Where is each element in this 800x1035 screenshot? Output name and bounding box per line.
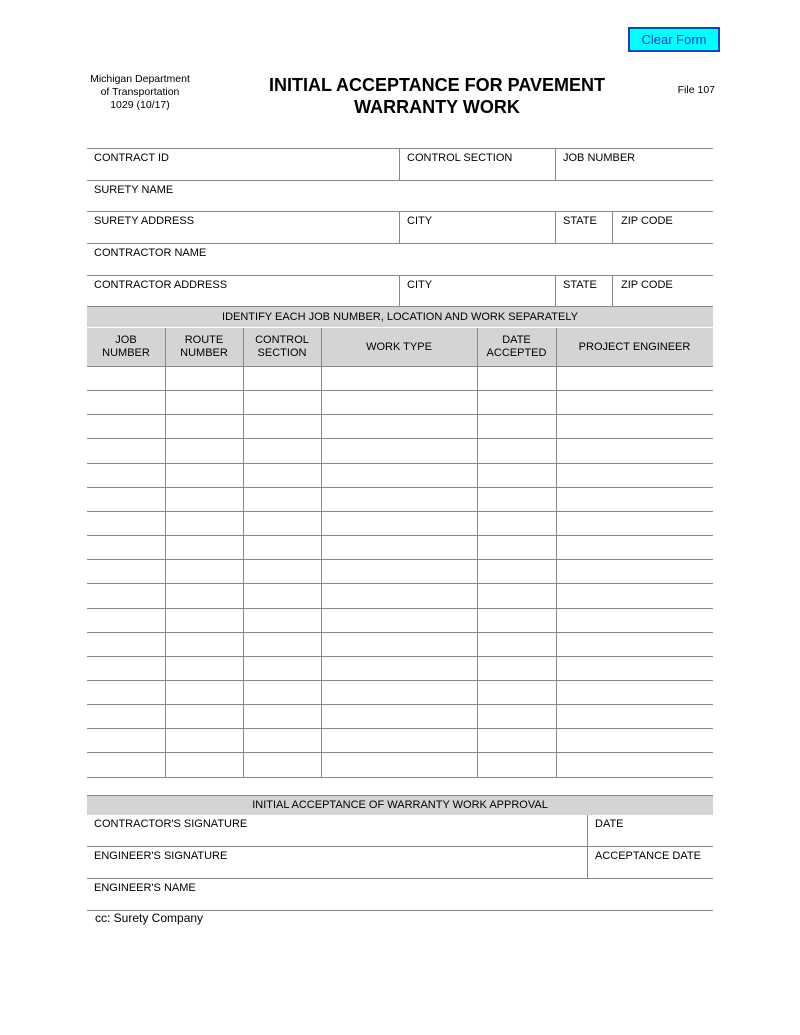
table-cell[interactable] bbox=[244, 705, 321, 728]
title-line2: WARRANTY WORK bbox=[354, 97, 520, 117]
table-cell[interactable] bbox=[244, 681, 321, 704]
table-cell[interactable] bbox=[557, 367, 713, 390]
table-cell[interactable] bbox=[244, 488, 321, 511]
engineer-signature-label: ENGINEER'S SIGNATURE bbox=[94, 850, 228, 862]
table-cell[interactable] bbox=[166, 560, 243, 583]
surety-address-label: SURETY ADDRESS bbox=[94, 215, 195, 227]
table-cell[interactable] bbox=[478, 729, 556, 752]
table-cell[interactable] bbox=[88, 657, 165, 680]
approval-banner: INITIAL ACCEPTANCE OF WARRANTY WORK APPROVAL bbox=[87, 796, 713, 815]
table-cell[interactable] bbox=[478, 705, 556, 728]
table-cell[interactable] bbox=[244, 633, 321, 656]
table-cell[interactable] bbox=[478, 536, 556, 559]
table-cell[interactable] bbox=[557, 657, 713, 680]
column-header-job-number: JOB NUMBER bbox=[102, 334, 150, 359]
table-cell[interactable] bbox=[166, 488, 243, 511]
table-cell[interactable] bbox=[88, 464, 165, 487]
table-cell[interactable] bbox=[244, 439, 321, 463]
table-cell[interactable] bbox=[322, 560, 477, 583]
table-cell[interactable] bbox=[88, 729, 165, 752]
table-cell[interactable] bbox=[166, 391, 243, 414]
table-cell[interactable] bbox=[322, 584, 477, 608]
column-header-date-accepted: DATE ACCEPTED bbox=[486, 334, 547, 359]
table-cell[interactable] bbox=[166, 633, 243, 656]
table-cell[interactable] bbox=[478, 609, 556, 632]
table-cell[interactable] bbox=[322, 512, 477, 535]
table-cell[interactable] bbox=[244, 729, 321, 752]
table-cell[interactable] bbox=[322, 464, 477, 487]
table-cell[interactable] bbox=[322, 657, 477, 680]
table-cell[interactable] bbox=[244, 391, 321, 414]
control-section-label: CONTROL SECTION bbox=[407, 152, 513, 164]
table-cell[interactable] bbox=[88, 633, 165, 656]
table-cell[interactable] bbox=[557, 729, 713, 752]
table-cell[interactable] bbox=[557, 464, 713, 487]
table-cell[interactable] bbox=[557, 488, 713, 511]
contractor-zip-label: ZIP CODE bbox=[621, 279, 673, 291]
table-cell[interactable] bbox=[244, 753, 321, 777]
table-cell[interactable] bbox=[478, 681, 556, 704]
table-cell[interactable] bbox=[88, 681, 165, 704]
table-cell[interactable] bbox=[244, 415, 321, 438]
contractor-name-label: CONTRACTOR NAME bbox=[94, 247, 207, 259]
column-header-control-section: CONTROL SECTION bbox=[255, 334, 309, 359]
table-cell[interactable] bbox=[244, 367, 321, 390]
table-cell[interactable] bbox=[322, 705, 477, 728]
table-cell[interactable] bbox=[478, 584, 556, 608]
table-cell[interactable] bbox=[88, 705, 165, 728]
surety-city-label: CITY bbox=[407, 215, 433, 227]
table-cell[interactable] bbox=[557, 753, 713, 777]
table-cell[interactable] bbox=[478, 464, 556, 487]
table-cell[interactable] bbox=[557, 512, 713, 535]
table-cell[interactable] bbox=[166, 657, 243, 680]
table-cell[interactable] bbox=[478, 560, 556, 583]
table-cell[interactable] bbox=[244, 657, 321, 680]
table-cell[interactable] bbox=[88, 488, 165, 511]
table-cell[interactable] bbox=[166, 367, 243, 390]
table-cell[interactable] bbox=[322, 391, 477, 414]
table-cell[interactable] bbox=[557, 584, 713, 608]
table-cell[interactable] bbox=[322, 439, 477, 463]
contract-id-label: CONTRACT ID bbox=[94, 152, 169, 164]
table-cell[interactable] bbox=[166, 536, 243, 559]
divider bbox=[87, 777, 713, 778]
table-cell[interactable] bbox=[478, 633, 556, 656]
table-cell[interactable] bbox=[88, 512, 165, 535]
column-header-work-type: WORK TYPE bbox=[366, 340, 432, 353]
table-cell[interactable] bbox=[166, 753, 243, 777]
table-cell[interactable] bbox=[478, 367, 556, 390]
table-cell[interactable] bbox=[322, 633, 477, 656]
table-cell[interactable] bbox=[166, 512, 243, 535]
table-cell[interactable] bbox=[88, 753, 165, 777]
table-cell[interactable] bbox=[557, 415, 713, 438]
table-cell[interactable] bbox=[166, 705, 243, 728]
table-cell[interactable] bbox=[478, 753, 556, 777]
table-cell[interactable] bbox=[244, 464, 321, 487]
table-cell[interactable] bbox=[322, 415, 477, 438]
agency-name-line2: of Transportation bbox=[100, 86, 180, 98]
contractor-city-label: CITY bbox=[407, 279, 433, 291]
table-cell[interactable] bbox=[88, 609, 165, 632]
table-cell[interactable] bbox=[244, 512, 321, 535]
surety-zip-label: ZIP CODE bbox=[621, 215, 673, 227]
page-title bbox=[237, 74, 637, 118]
file-number: File 107 bbox=[677, 84, 715, 96]
table-cell[interactable] bbox=[322, 729, 477, 752]
table-cell[interactable] bbox=[166, 729, 243, 752]
table-cell[interactable] bbox=[244, 609, 321, 632]
clear-form-button[interactable]: Clear Form bbox=[628, 27, 720, 52]
table-cell[interactable] bbox=[244, 584, 321, 608]
table-cell[interactable] bbox=[557, 536, 713, 559]
table-cell[interactable] bbox=[478, 512, 556, 535]
table-cell[interactable] bbox=[88, 415, 165, 438]
agency-name-line1: Michigan Department bbox=[90, 73, 190, 85]
table-cell[interactable] bbox=[166, 439, 243, 463]
table-cell[interactable] bbox=[166, 609, 243, 632]
table-cell[interactable] bbox=[166, 584, 243, 608]
table-cell[interactable] bbox=[166, 464, 243, 487]
table-cell[interactable] bbox=[88, 391, 165, 414]
table-cell[interactable] bbox=[322, 681, 477, 704]
form-number: 1029 (10/17) bbox=[110, 99, 170, 111]
surety-name-field[interactable] bbox=[88, 181, 712, 210]
table-cell[interactable] bbox=[478, 657, 556, 680]
job-number-label: JOB NUMBER bbox=[563, 152, 636, 164]
table-cell[interactable] bbox=[557, 705, 713, 728]
table-cell[interactable] bbox=[166, 415, 243, 438]
surety-name-label: SURETY NAME bbox=[94, 184, 174, 196]
contractor-signature-label: CONTRACTOR'S SIGNATURE bbox=[94, 818, 248, 830]
jobs-table-banner: IDENTIFY EACH JOB NUMBER, LOCATION AND WORK SEPARATELY bbox=[87, 307, 713, 327]
date-label: DATE bbox=[595, 818, 624, 830]
table-cell[interactable] bbox=[557, 681, 713, 704]
title-line1: INITIAL ACCEPTANCE FOR PAVEMENT bbox=[268, 75, 605, 95]
acceptance-date-label: ACCEPTANCE DATE bbox=[595, 850, 701, 862]
engineer-name-label: ENGINEER'S NAME bbox=[94, 882, 196, 894]
table-cell[interactable] bbox=[322, 536, 477, 559]
contractor-address-label: CONTRACTOR ADDRESS bbox=[94, 279, 228, 291]
cc-note: cc: Surety Company bbox=[95, 911, 204, 925]
table-cell[interactable] bbox=[166, 681, 243, 704]
column-header-route-number: ROUTE NUMBER bbox=[180, 334, 228, 359]
table-cell[interactable] bbox=[557, 609, 713, 632]
table-cell[interactable] bbox=[478, 391, 556, 414]
table-cell[interactable] bbox=[478, 439, 556, 463]
table-cell[interactable] bbox=[244, 536, 321, 559]
table-cell[interactable] bbox=[322, 753, 477, 777]
table-cell[interactable] bbox=[557, 633, 713, 656]
table-cell[interactable] bbox=[478, 415, 556, 438]
table-cell[interactable] bbox=[322, 609, 477, 632]
table-cell[interactable] bbox=[244, 560, 321, 583]
surety-state-label: STATE bbox=[563, 215, 597, 227]
table-cell[interactable] bbox=[557, 439, 713, 463]
table-cell[interactable] bbox=[322, 367, 477, 390]
table-cell[interactable] bbox=[322, 488, 477, 511]
table-cell[interactable] bbox=[88, 584, 165, 608]
table-cell[interactable] bbox=[557, 560, 713, 583]
contractor-state-label: STATE bbox=[563, 279, 597, 291]
table-cell[interactable] bbox=[88, 439, 165, 463]
table-cell[interactable] bbox=[88, 560, 165, 583]
table-cell[interactable] bbox=[557, 391, 713, 414]
column-header-project-engineer: PROJECT ENGINEER bbox=[578, 340, 691, 353]
table-cell[interactable] bbox=[478, 488, 556, 511]
agency-block bbox=[80, 73, 200, 112]
table-cell[interactable] bbox=[88, 536, 165, 559]
table-cell[interactable] bbox=[88, 367, 165, 390]
